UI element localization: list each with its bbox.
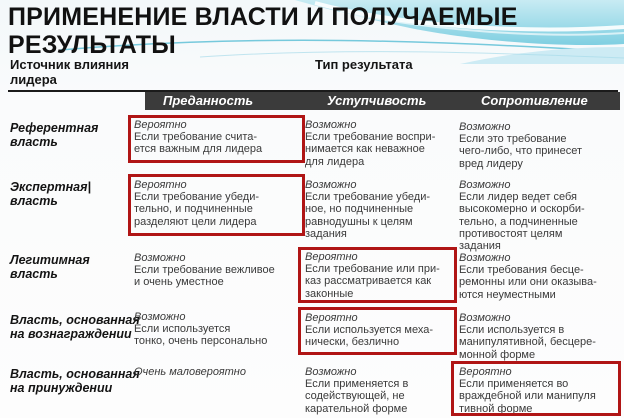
cell-likelihood: Возможно (459, 179, 511, 191)
cell-likelihood: Возможно (134, 252, 186, 264)
cell-likelihood: Возможно (459, 121, 511, 133)
row-label-voznagrazhdenie: Власть, основанная на вознаграждении (10, 313, 140, 341)
slide-title: ПРИМЕНЕНИЕ ВЛАСТИ И ПОЛУЧАЕМЫЕ РЕЗУЛЬТАТЫ (8, 3, 518, 59)
cell-text: Если используется в манипулятивной, бесцере- монной форме (459, 324, 596, 361)
cell-likelihood: Вероятно (305, 312, 358, 324)
cell-likelihood: Очень маловероятно (134, 366, 246, 378)
cell-text: Если это требование чего-либо, что принесет вред лидеру (459, 133, 583, 170)
cell-r5-predannost (134, 366, 304, 378)
cell-text: Если применяется во враждебной или манипуля тивной форме (459, 378, 596, 415)
cell-text: Если лидер ведет себя высокомерно и оскорби- тельно, а подчиненные противостоят целям задания (459, 191, 585, 253)
cell-text: Если требование или при- каз рассматривается как законные (305, 263, 440, 300)
row-label-legitimnaya: Легитимная власть (10, 253, 90, 281)
cell-text: Если требование вежливое и очень уместное (134, 264, 275, 289)
row-axis-label: Источник влияния лидера (10, 57, 129, 87)
cell-likelihood: Вероятно (305, 251, 358, 263)
cell-r3-soprotivlenie (459, 252, 621, 301)
cell-text: Если используется меха- нически, безлично (305, 324, 434, 349)
cell-likelihood: Возможно (305, 119, 357, 131)
cell-r4-soprotivlenie (459, 312, 621, 361)
cell-r1-predannost (134, 119, 304, 156)
col-axis-label: Тип результата (315, 57, 413, 72)
cell-r2-soprotivlenie (459, 179, 621, 252)
row-label-referentnaya: Референтная власть (10, 121, 99, 149)
column-header-soprotivlenie: Сопротивление (481, 93, 588, 108)
cell-text: Если применяется в содействующей, не карательной форме (305, 378, 409, 415)
cell-r2-ustupchivost (305, 179, 455, 240)
cell-text: Если используется тонко, очень персонально (134, 323, 268, 348)
cell-r5-ustupchivost (305, 366, 455, 415)
cell-r3-ustupchivost (305, 251, 455, 300)
cell-r3-predannost (134, 252, 304, 289)
cell-r4-ustupchivost (305, 312, 455, 349)
column-header-predannost: Преданность (163, 93, 254, 108)
cell-likelihood: Возможно (134, 311, 186, 323)
cell-r5-soprotivlenie (459, 366, 621, 415)
cell-r1-ustupchivost (305, 119, 455, 168)
row-label-ekspertnaya: Экспертная| власть (10, 180, 91, 208)
cell-r4-predannost (134, 311, 304, 348)
cell-likelihood: Возможно (459, 312, 511, 324)
cell-likelihood: Возможно (305, 179, 357, 191)
cell-r2-predannost (134, 179, 304, 228)
cell-text: Если требование воспри- нимается как неважное для лидера (305, 131, 436, 168)
cell-likelihood: Вероятно (134, 179, 187, 191)
cell-text: Если требование счита- ется важным для лидера (134, 131, 263, 156)
cell-likelihood: Возможно (305, 366, 357, 378)
cell-likelihood: Вероятно (134, 119, 187, 131)
column-header-ustupchivost: Уступчивость (327, 93, 427, 108)
cell-text: Если требование убеди- ное, но подчиненные равнодушны к целям задания (305, 191, 431, 240)
column-header-bar (145, 92, 620, 110)
cell-likelihood: Вероятно (459, 366, 512, 378)
cell-text: Если требование убеди- тельно, и подчиненные разделяют цели лидера (134, 191, 260, 228)
cell-text: Если требования бесце- ремонны или они оказыва- ются неуместными (459, 264, 597, 301)
cell-likelihood: Возможно (459, 252, 511, 264)
row-label-prinuzhdenie: Власть, основанная на принуждении (10, 367, 140, 395)
cell-r1-soprotivlenie (459, 121, 621, 170)
